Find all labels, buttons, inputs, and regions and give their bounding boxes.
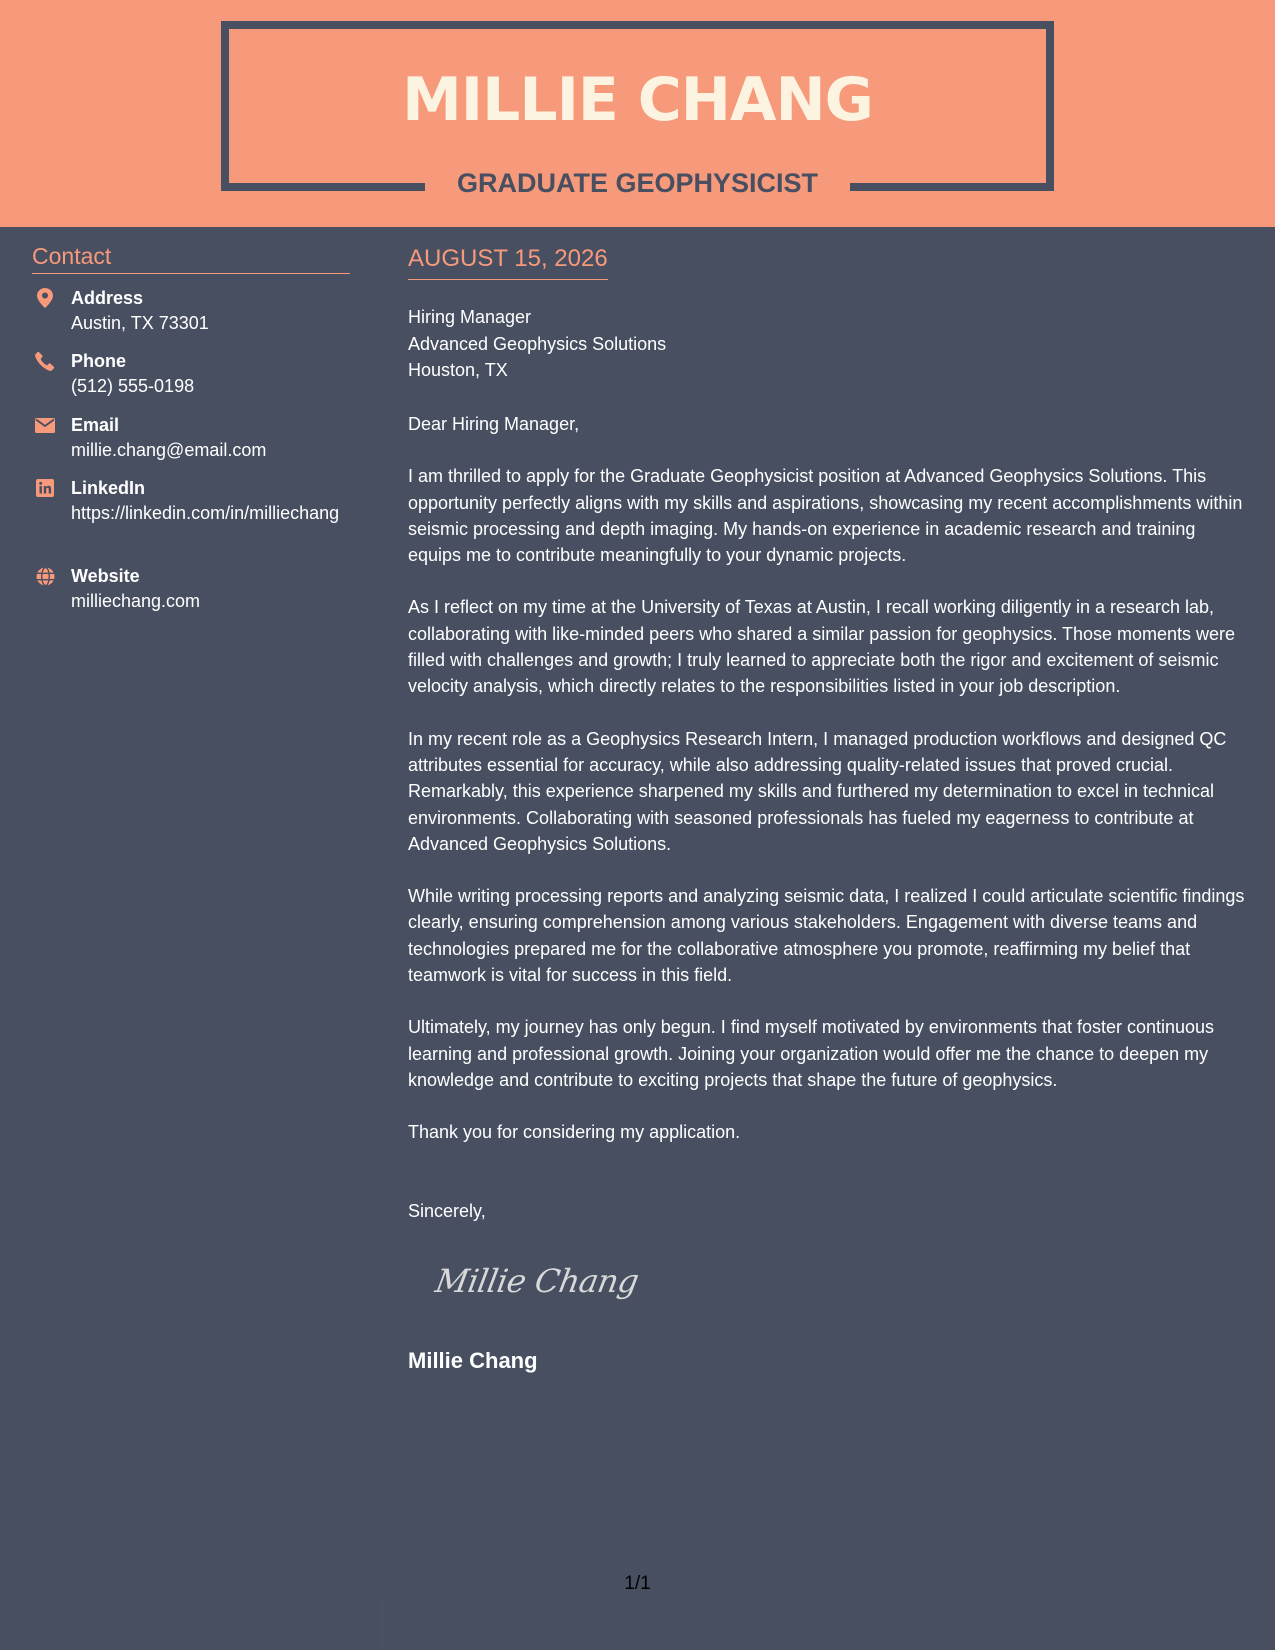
- letter-closing: Sincerely,: [408, 1200, 486, 1221]
- letter-paragraph: Ultimately, my journey has only begun. I find myself motivated by environments that foster continuous learning and professional growth. Joining your organization would offer me the chance to deepen my knowledge and contribute to exciting projects that shape the future of geophysics.: [408, 1017, 1215, 1090]
- letter-paragraph: While writing processing reports and analyzing seismic data, I realized I could articulate scientific findings clearly, ensuring comprehension among various stakeholders. Engagement with diverse teams and technologies prepared me for the collaborative atmosphere you promote, reaffirming my belief that teamwork is vital for success in this field.: [408, 886, 1245, 986]
- contact-value: (512) 555-0198: [71, 376, 195, 396]
- contact-value[interactable]: https://linkedin.com/in/milliechang: [71, 503, 340, 523]
- recipient-company: Advanced Geophysics Solutions: [408, 333, 667, 354]
- column-divider: [382, 1600, 383, 1650]
- contact-heading: Contact: [32, 242, 350, 274]
- header-banner: [0, 0, 1275, 227]
- applicant-name: MILLIE CHANG: [402, 65, 873, 135]
- map-pin-icon: [32, 286, 58, 310]
- letter-date: AUGUST 15, 2026: [408, 244, 608, 280]
- signer-name: Millie Chang: [408, 1348, 538, 1373]
- job-title: GRADUATE GEOPHYSICIST: [456, 168, 819, 198]
- phone-icon: [32, 349, 58, 373]
- contact-label: Address: [71, 288, 144, 308]
- contact-label: Email: [71, 415, 120, 435]
- contact-value: Austin, TX 73301: [71, 313, 209, 333]
- envelope-icon: [32, 413, 58, 437]
- letter-body: [408, 411, 1253, 1250]
- letter-thanks: Thank you for considering my application.: [408, 1122, 741, 1143]
- contact-label: Website: [71, 566, 140, 586]
- letter-paragraph: As I reflect on my time at the University of Texas at Austin, I recall working diligently in a research lab, collaborating with like-minded peers who shared a similar passion for geophysics. Those moments were filled with challenges and growth; I truly learned to appreciate both the rigor and excitement of seismic velocity analysis, which directly relates to the responsibilities listed in your job description.: [408, 597, 1236, 697]
- contact-label: Phone: [71, 351, 127, 371]
- contact-value[interactable]: milliechang.com: [71, 591, 201, 611]
- contact-value: millie.chang@email.com: [71, 440, 267, 460]
- linkedin-icon: [32, 476, 58, 500]
- contact-label: LinkedIn: [71, 478, 146, 498]
- handwritten-signature: Millie Chang: [432, 1262, 642, 1300]
- recipient-name: Hiring Manager: [408, 307, 532, 327]
- page-number: 1/1: [624, 1573, 651, 1594]
- recipient-block: [408, 304, 666, 384]
- salutation: Dear Hiring Manager,: [408, 414, 580, 434]
- letter-paragraph: I am thrilled to apply for the Graduate Geophysicist position at Advanced Geophysics Solutions. This opportunity perfectly aligns with my skills and aspirations, showcasing my recent accomplishments within seismic processing and depth imaging. My hands-on experience in academic research and training equips me to contribute meaningfully to your dynamic projects.: [408, 466, 1243, 566]
- globe-icon: [32, 564, 58, 588]
- letter-paragraph: In my recent role as a Geophysics Research Intern, I managed production workflows and designed QC attributes essential for accuracy, while also addressing quality-related issues that proved crucial. Remarkably, this experience sharpened my skills and furthered my determination to excel in technical environments. Collaborating with seasoned professionals has fueled my eagerness to contribute at Advanced Geophysics Solutions.: [408, 728, 1227, 854]
- recipient-location: Houston, TX: [408, 360, 508, 380]
